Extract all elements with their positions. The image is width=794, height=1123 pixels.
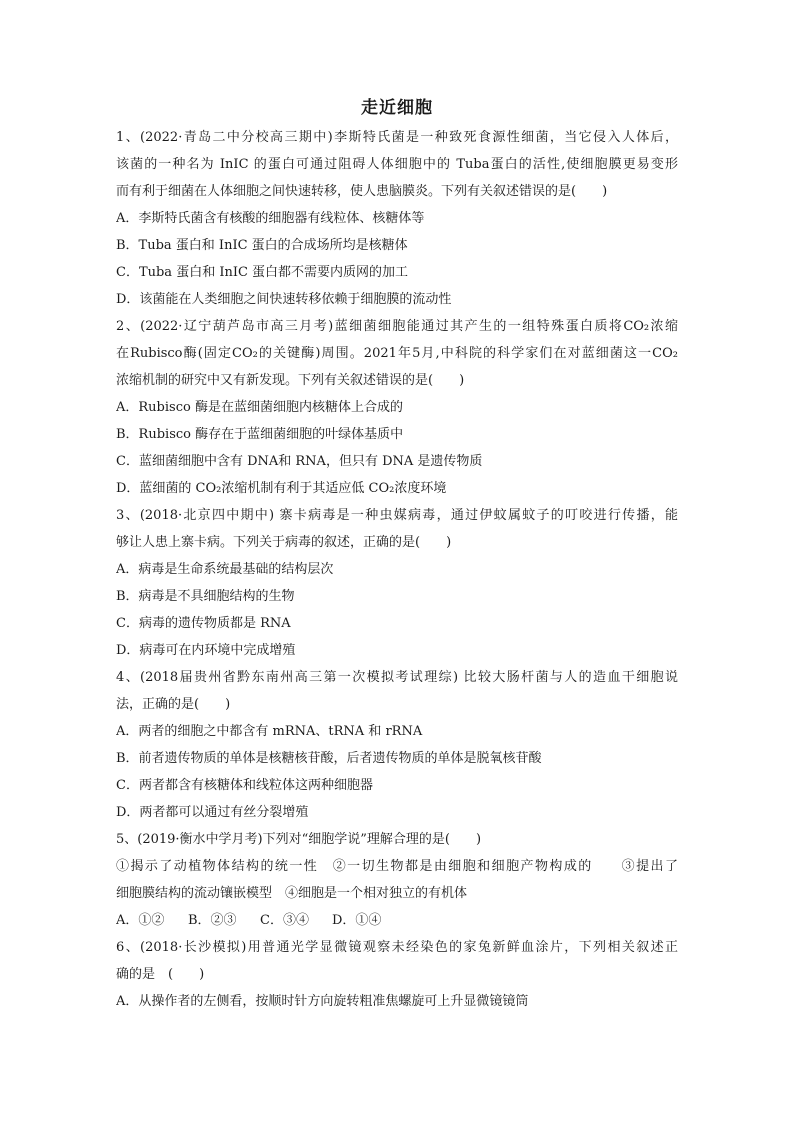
question-1-stem-line-2: 该菌的一种名为 InIC 的蛋白可通过阻碍人体细胞中的 Tuba蛋白的活性,使细胞膜更易变形 <box>116 157 678 172</box>
question-4-stem-line-1: 4、(2018届贵州省黔东南州高三第一次模拟考试理综) 比较大肠杆菌与人的造血干细胞说 <box>116 670 678 685</box>
question-5-stem-line-1: 5、(2019·衡水中学月考)下列对“细胞学说”理解合理的是( ) <box>116 832 482 847</box>
question-1-stem-line-3: 而有利于细菌在人体细胞之间快速转移，使人患脑膜炎。下列有关叙述错误的是( ) <box>116 184 608 199</box>
question-5-stem-line-2: ①揭示了动植物体结构的统一性 ②一切生物都是由细胞和细胞产物构成的 ③提出了 <box>116 859 678 874</box>
question-6-option-a: A．从操作者的左侧看，按顺时针方向旋转粗准焦螺旋可上升显微镜镜筒 <box>116 994 529 1009</box>
question-4-option-c: C．两者都含有核糖体和线粒体这两种细胞器 <box>116 778 373 793</box>
question-1-option-c: C．Tuba 蛋白和 InIC 蛋白都不需要内质网的加工 <box>116 265 409 280</box>
question-4-option-b: B．前者遗传物质的单体是核糖核苷酸，后者遗传物质的单体是脱氧核苷酸 <box>116 751 542 766</box>
question-2-stem-line-1: 2、(2022·辽宁葫芦岛市高三月考)蓝细菌细胞能通过其产生的一组特殊蛋白质将CO₂浓缩 <box>116 319 678 334</box>
question-1-option-a: A．李斯特氏菌含有核酸的细胞器有线粒体、核糖体等 <box>116 211 425 226</box>
question-1-stem-line-1: 1、(2022·青岛二中分校高三期中)李斯特氏菌是一种致死食源性细菌，当它侵入人体后， <box>116 130 678 145</box>
question-1-option-b: B．Tuba 蛋白和 InIC 蛋白的合成场所均是核糖体 <box>116 238 408 253</box>
question-6-stem-line-1: 6、(2018·长沙模拟)用普通光学显微镜观察未经染色的家兔新鲜血涂片，下列相关叙述正 <box>116 940 678 955</box>
question-6 <box>116 934 678 1015</box>
question-5-option-c: C．③④ <box>260 913 309 928</box>
question-4-stem-line-2: 法，正确的是( ) <box>116 697 231 712</box>
question-5-option-d: D．①④ <box>332 913 382 928</box>
document-page <box>116 92 678 1015</box>
question-5-option-b: B．②③ <box>188 913 237 928</box>
question-2-option-a: A．Rubisco 酶是在蓝细菌细胞内核糖体上合成的 <box>116 400 403 415</box>
question-6-stem-line-2: 确的是 ( ) <box>116 967 205 982</box>
question-3-stem-line-1: 3、(2018·北京四中期中) 寨卡病毒是一种虫媒病毒，通过伊蚊属蚊子的叮咬进行传播，能 <box>116 508 678 523</box>
question-5-stem-line-3: 细胞膜结构的流动镶嵌模型 ④细胞是一个相对独立的有机体 <box>116 886 468 901</box>
question-3-option-c: C．病毒的遗传物质都是 RNA <box>116 616 291 631</box>
question-2-option-b: B．Rubisco 酶存在于蓝细菌细胞的叶绿体基质中 <box>116 427 404 442</box>
question-2-stem-line-3: 浓缩机制的研究中又有新发现。下列有关叙述错误的是( ) <box>116 373 465 388</box>
question-1 <box>116 124 678 313</box>
question-2-option-c: C．蓝细菌细胞中含有 DNA和 RNA，但只有 DNA 是遗传物质 <box>116 454 483 469</box>
question-4-option-a: A．两者的细胞之中都含有 mRNA、tRNA 和 rRNA <box>116 724 423 739</box>
question-2-option-d: D．蓝细菌的 CO₂浓缩机制有利于其适应低 CO₂浓度环境 <box>116 481 447 496</box>
question-5-option-a: A．①② <box>116 913 165 928</box>
question-5 <box>116 826 678 934</box>
question-3-option-d: D．病毒可在内环境中完成增殖 <box>116 643 296 658</box>
question-3-option-a: A．病毒是生命系统最基础的结构层次 <box>116 562 334 577</box>
question-1-option-d: D．该菌能在人类细胞之间快速转移依赖于细胞膜的流动性 <box>116 292 452 307</box>
question-3-option-b: B．病毒是不具细胞结构的生物 <box>116 589 295 604</box>
document-title: 走近细胞 <box>361 98 433 118</box>
question-5-options-row <box>116 907 678 934</box>
question-2-stem-line-2: 在Rubisco酶(固定CO₂的关键酶)周围。2021年5月,中科院的科学家们在对蓝细菌这一CO₂ <box>116 346 678 361</box>
question-3-stem-line-2: 够让人患上寨卡病。下列关于病毒的叙述，正确的是( ) <box>116 535 452 550</box>
question-4 <box>116 664 678 826</box>
question-4-option-d: D．两者都可以通过有丝分裂增殖 <box>116 805 309 820</box>
question-3 <box>116 502 678 664</box>
question-2 <box>116 313 678 502</box>
